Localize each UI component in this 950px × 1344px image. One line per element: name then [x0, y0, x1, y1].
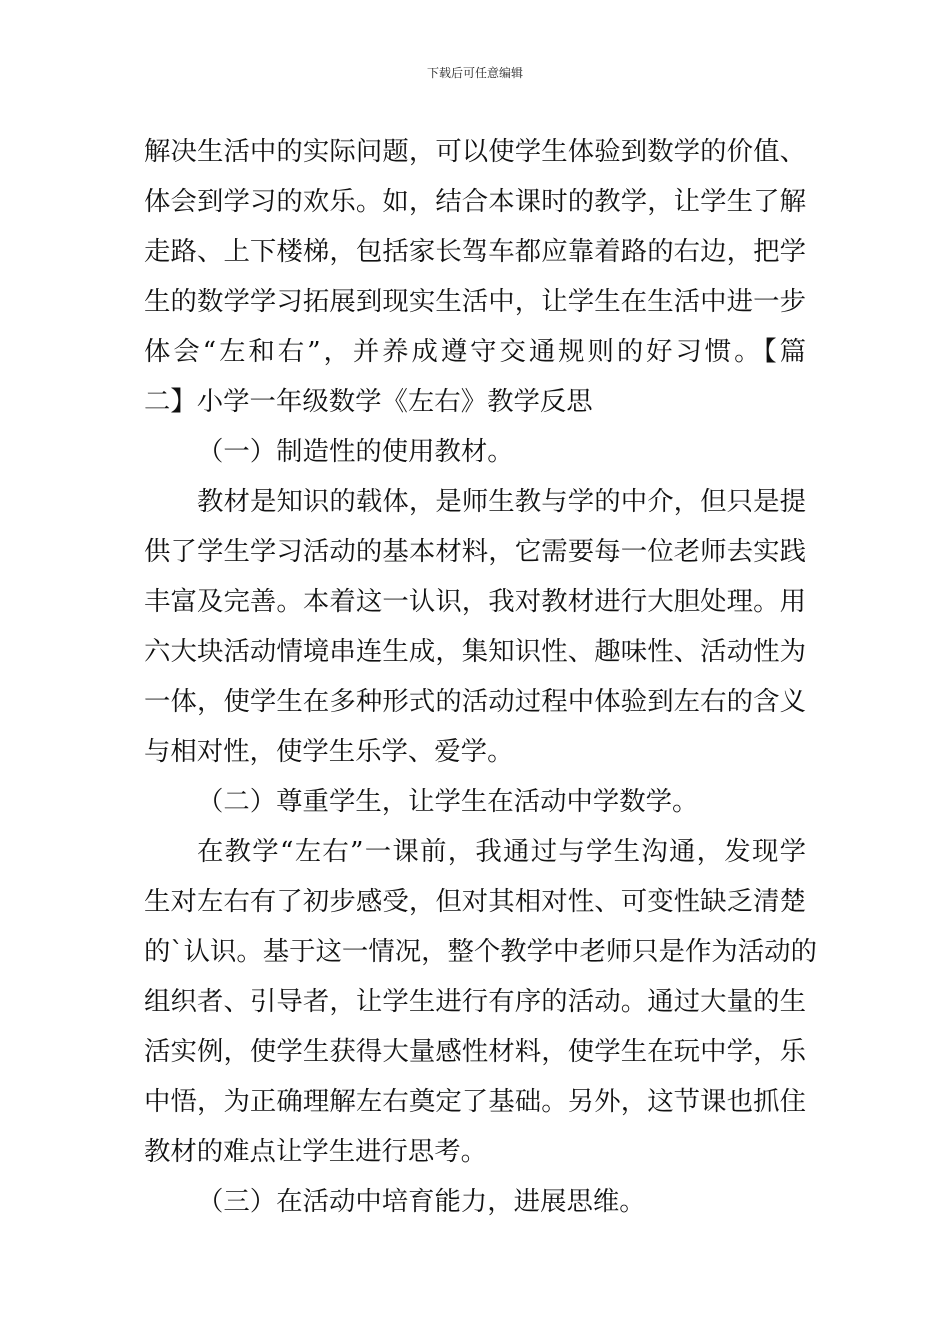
document-body [144, 127, 817, 1227]
section-heading: （一）制造性的使用教材。 [197, 436, 514, 467]
paragraph-line: 六大块活动情境串连生成，集知识性、趣味性、活动性为 [144, 636, 806, 667]
paragraph-line: 生的数学学习拓展到现实生活中，让学生在生活中进一步 [144, 286, 806, 317]
paragraph-line: 生对左右有了初步感受，但对其相对性、可变性缺乏清楚 [144, 886, 806, 917]
page-header-note: 下载后可任意编辑 [426, 66, 523, 80]
paragraph-line: 走路、上下楼梯，包括家长驾车都应靠着路的右边，把学 [144, 236, 806, 267]
paragraph-line: 组织者、引导者，让学生进行有序的活动。通过大量的生 [144, 986, 806, 1017]
paragraph-line: 二】小学一年级数学《左右》教学反思 [144, 386, 593, 417]
paragraph-line: 教材的难点让学生进行思考。 [144, 1136, 488, 1167]
paragraph-line: 丰富及完善。本着这一认识，我对教材进行大胆处理。用 [144, 586, 806, 617]
paragraph-line: 体会到学习的欢乐。如，结合本课时的教学，让学生了解 [144, 186, 806, 217]
paragraph-line: 一体，使学生在多种形式的活动过程中体验到左右的含义 [144, 686, 806, 717]
paragraph-line: 的`认识。基于这一情况，整个教学中老师只是作为活动的 [144, 936, 817, 967]
paragraph-line: 与相对性，使学生乐学、爱学。 [144, 736, 514, 767]
section-heading: （二）尊重学生，让学生在活动中学数学。 [197, 786, 699, 817]
paragraph-line: 在教学“左右”一课前，我通过与学生沟通，发现学 [197, 836, 806, 867]
paragraph-line: 活实例，使学生获得大量感性材料，使学生在玩中学，乐 [144, 1036, 806, 1067]
paragraph-line: 解决生活中的实际问题，可以使学生体验到数学的价值、 [144, 136, 806, 167]
paragraph-line: 中悟，为正确理解左右奠定了基础。另外，这节课也抓住 [144, 1086, 806, 1117]
paragraph-line: 教材是知识的载体，是师生教与学的中介，但只是提 [197, 486, 806, 517]
paragraph-line: 供了学生学习活动的基本材料，它需要每一位老师去实践 [144, 536, 806, 567]
section-heading: （三）在活动中培育能力，进展思维。 [197, 1186, 646, 1217]
paragraph-line: 体会“左和右”，并养成遵守交通规则的好习惯。【篇 [144, 336, 806, 367]
